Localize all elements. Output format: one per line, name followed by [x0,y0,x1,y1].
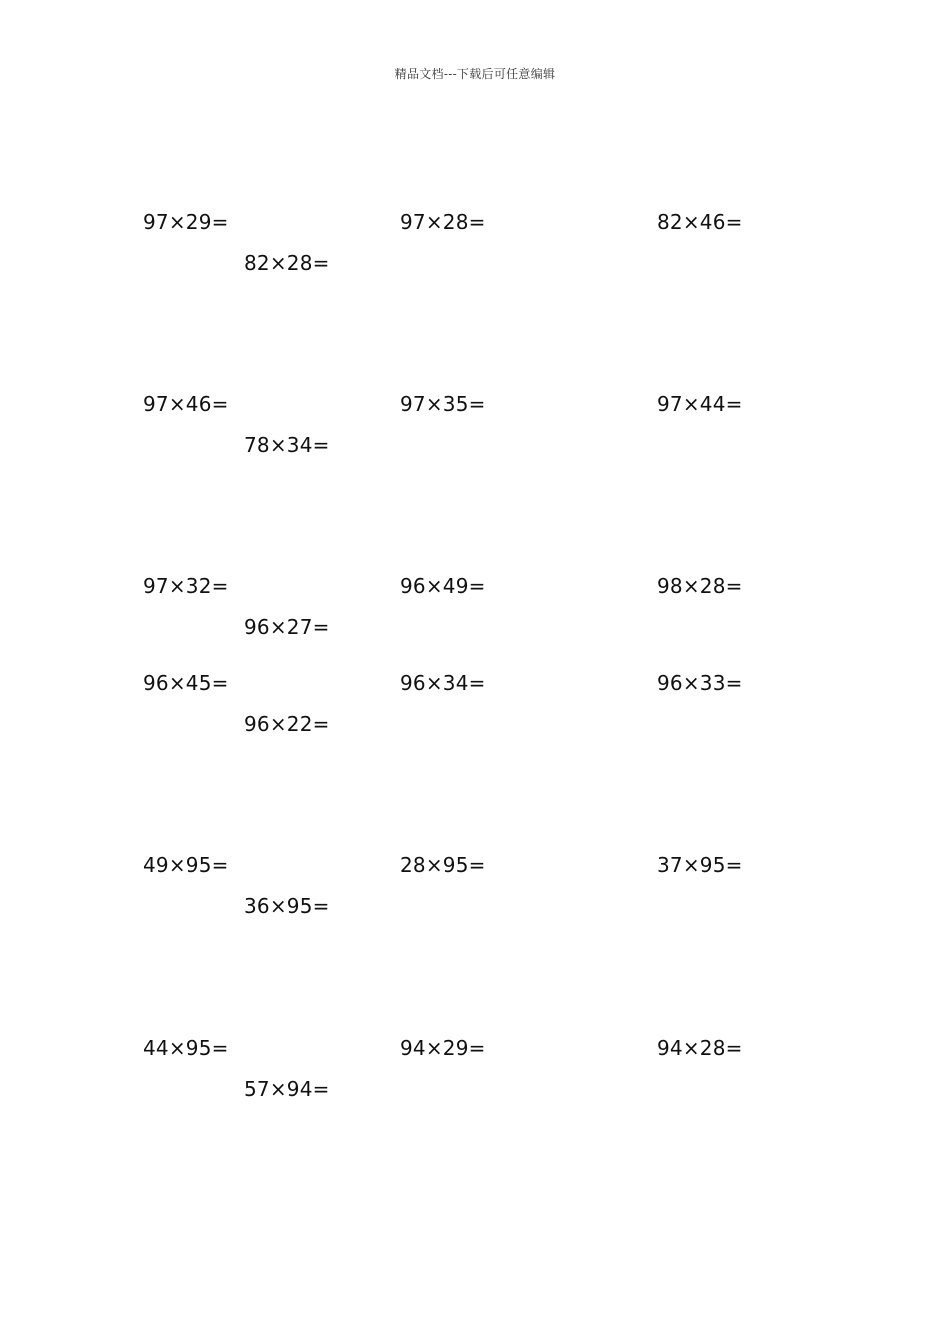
problem: 82×28= [244,251,330,275]
problem: 28×95= [400,853,486,877]
page-header: 精品文档---下载后可任意编辑 [394,67,556,81]
problem-group-6 [0,1036,950,1126]
problem: 94×28= [657,1036,743,1060]
problem: 96×22= [244,712,330,736]
problem: 49×95= [143,853,229,877]
problem: 97×46= [143,392,229,416]
problem: 97×28= [400,210,486,234]
problem: 36×95= [244,894,330,918]
problem-group-5 [0,853,950,943]
problem: 94×29= [400,1036,486,1060]
problem: 96×49= [400,574,486,598]
problem: 82×46= [657,210,743,234]
problem-group-4 [0,671,950,761]
problem: 97×35= [400,392,486,416]
problem: 96×27= [244,615,330,639]
problem: 96×33= [657,671,743,695]
problem: 44×95= [143,1036,229,1060]
problem-group-1 [0,210,950,300]
problem: 96×34= [400,671,486,695]
problem: 98×28= [657,574,743,598]
problem: 97×32= [143,574,229,598]
problem: 78×34= [244,433,330,457]
problem: 57×94= [244,1077,330,1101]
problem: 96×45= [143,671,229,695]
problem: 97×44= [657,392,743,416]
problem: 97×29= [143,210,229,234]
problem-group-3 [0,574,950,664]
problem-group-2 [0,392,950,482]
problem: 37×95= [657,853,743,877]
